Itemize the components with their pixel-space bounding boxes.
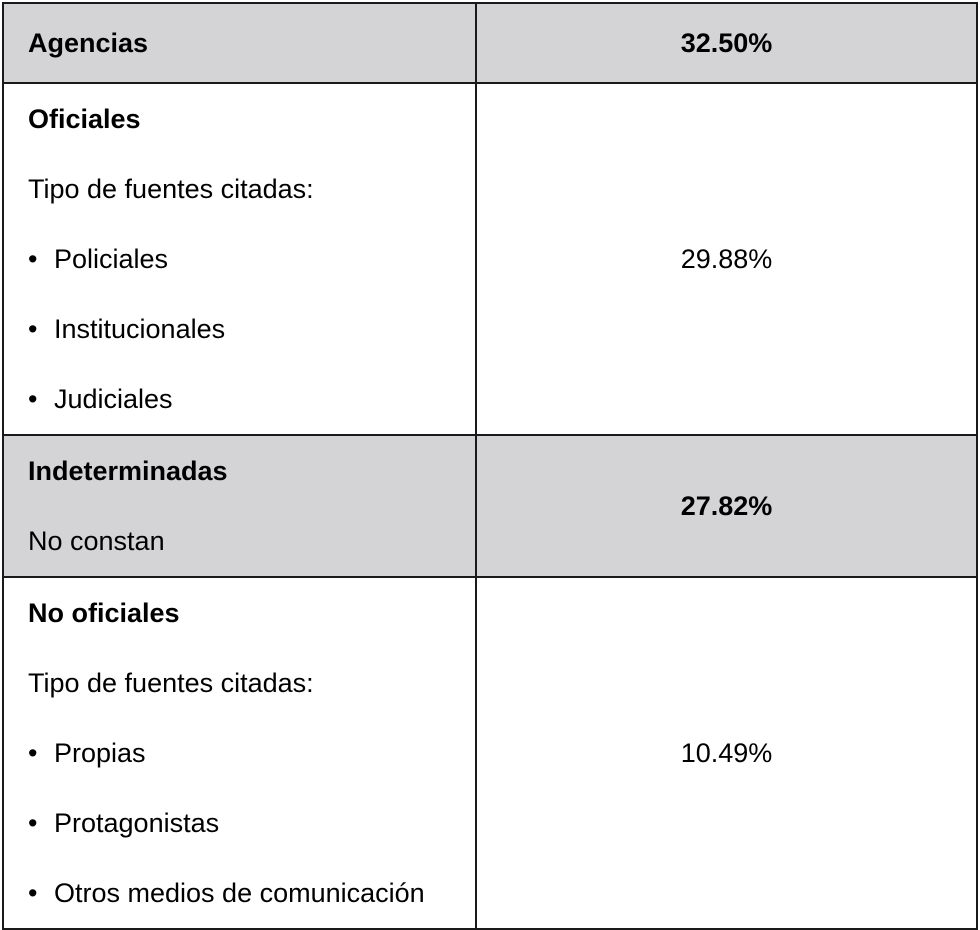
list-item (28, 364, 467, 434)
percentage-cell: 10.49% (476, 577, 977, 929)
percentage-cell: 29.88% (476, 83, 977, 435)
percentage-cell: 32.50% (476, 3, 977, 83)
label-cell (3, 577, 476, 929)
list-item (28, 294, 467, 364)
table-row-oficiales (3, 83, 977, 435)
label-cell (3, 435, 476, 577)
table-row-agencias (3, 3, 977, 83)
list-item-label: Policiales (54, 244, 169, 274)
bullet-icon: • (28, 314, 38, 344)
bullet-icon: • (28, 384, 38, 414)
table-row-indeterminadas (3, 435, 977, 577)
bullet-icon: • (28, 738, 38, 768)
bullet-icon: • (28, 244, 38, 274)
list-item-label: Otros medios de comunicación (54, 878, 425, 908)
row-title: Agencias (28, 28, 149, 58)
label-cell (3, 83, 476, 435)
list-item-label: Propias (54, 738, 146, 768)
list-item (28, 224, 467, 294)
row-subtitle: Tipo de fuentes citadas: (28, 174, 314, 204)
row-title: Indeterminadas (28, 456, 228, 486)
bullet-icon: • (28, 878, 38, 908)
row-subtitle: Tipo de fuentes citadas: (28, 668, 314, 698)
row-title: No oficiales (28, 598, 180, 628)
table-row-no-oficiales (3, 577, 977, 929)
list-item-label: Protagonistas (54, 808, 220, 838)
bullet-icon: • (28, 808, 38, 838)
list-item (28, 718, 467, 788)
percentage-cell: 27.82% (476, 435, 977, 577)
row-subtitle: No constan (28, 526, 165, 556)
list-item-label: Institucionales (54, 314, 226, 344)
list-item (28, 788, 467, 858)
list-item-label: Judiciales (54, 384, 173, 414)
list-item (28, 858, 467, 928)
row-title: Oficiales (28, 104, 141, 134)
label-cell (3, 3, 476, 83)
sources-table (2, 2, 978, 930)
